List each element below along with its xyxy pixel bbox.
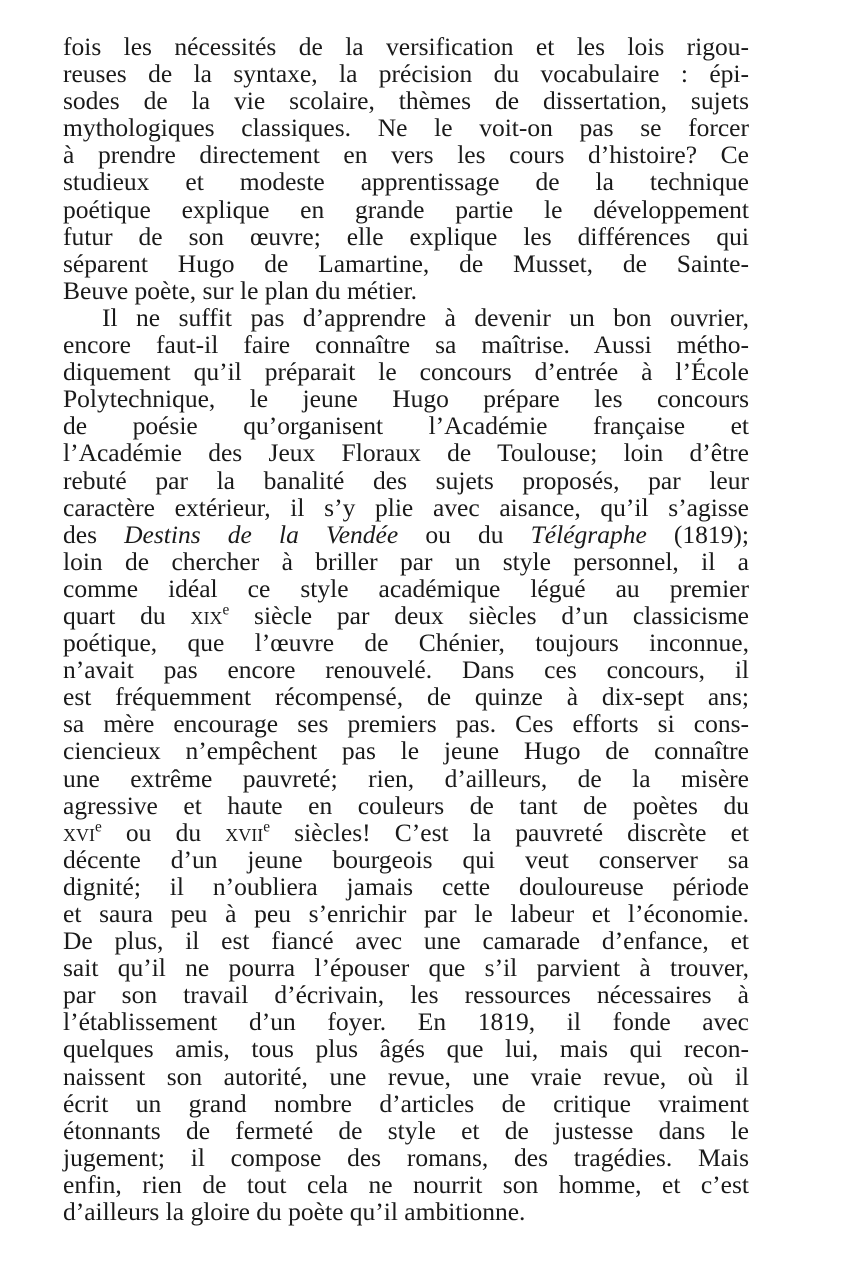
text-line: à prendre directement en vers les cours d’histoire? Ce	[63, 140, 749, 170]
text-line: sodes de la vie scolaire, thèmes de dissertation, sujets	[63, 86, 749, 116]
text-line: d’ailleurs la gloire du poète qu’il ambitionne.	[63, 1197, 526, 1227]
text-line: par son travail d’écrivain, les ressources nécessaires à	[63, 980, 749, 1010]
roman-numeral: xix	[190, 600, 223, 630]
text-line: rebuté par la banalité des sujets proposés, par leur	[63, 465, 749, 495]
text-run: ou du	[101, 817, 226, 847]
text-line: De plus, il est fiancé avec une camarade d’enfance, et	[63, 926, 749, 956]
italic-title: Télégraphe	[530, 519, 647, 549]
text-line: et saura peu à peu s’enrichir par le labeur et l’économie.	[63, 899, 749, 928]
text-line: mythologiques classiques. Ne le voit-on pas se forcer	[63, 113, 749, 143]
superscript: e	[222, 601, 230, 619]
text-run: ou du	[398, 519, 531, 549]
text-line: studieux et modeste apprentissage de la technique	[63, 167, 749, 197]
text-line	[63, 819, 749, 846]
text-line: Il ne suffit pas d’apprendre à devenir un bon ouvrier,	[102, 302, 749, 332]
text-line: Polytechnique, le jeune Hugo prépare les concours	[63, 384, 749, 414]
text-run: (1819);	[646, 519, 749, 549]
text-run: quart du	[63, 600, 191, 630]
text-line: Beuve poète, sur le plan du métier.	[63, 275, 418, 305]
text-line: loin de chercher à briller par un style personnel, il a	[63, 546, 749, 576]
text-line: l’établissement d’un foyer. En 1819, il fonde avec	[63, 1007, 749, 1037]
text-line: naissent son autorité, une revue, une vraie revue, où il	[63, 1061, 749, 1091]
text-line: l’Académie des Jeux Floraux de Toulouse; loin d’être	[63, 438, 749, 468]
text-line: caractère extérieur, il s’y plie avec aisance, qu’il s’agisse	[63, 492, 749, 522]
paragraph	[63, 33, 749, 304]
italic-title: Destins de la Vendée	[124, 519, 399, 549]
text-line: écrit un grand nombre d’articles de critique vraiment	[63, 1088, 749, 1118]
text-line: futur de son œuvre; elle explique les différences qui	[63, 221, 749, 251]
superscript: e	[263, 818, 271, 836]
text-run: siècle par deux siècles d’un classicisme	[229, 600, 749, 630]
text-line: fois les nécessités de la versification et les lois rigou-	[63, 32, 749, 61]
text-line: décente d’un jeune bourgeois qui veut conserver sa	[63, 844, 749, 874]
text-line: reuses de la syntaxe, la précision du vocabulaire : épi-	[63, 59, 749, 89]
text-line: quelques amis, tous plus âgés que lui, mais qui recon-	[63, 1034, 749, 1064]
text-line: est fréquemment récompensé, de quinze à dix-sept ans;	[63, 682, 749, 712]
text-line: enfin, rien de tout cela ne nourrit son homme, et c’est	[63, 1169, 749, 1199]
text-line: une extrême pauvreté; rien, d’ailleurs, de la misère	[63, 763, 749, 793]
text-line: sa mère encourage ses premiers pas. Ces efforts si cons-	[63, 709, 749, 739]
text-line: sait qu’il ne pourra l’épouser que s’il parvient à trouver,	[63, 953, 749, 983]
document-page	[63, 33, 749, 1225]
text-line: n’avait pas encore renouvelé. Dans ces concours, il	[63, 655, 749, 685]
text-line	[63, 602, 749, 629]
text-line	[63, 521, 749, 548]
roman-numeral: xvii	[225, 817, 264, 847]
text-line: jugement; il compose des romans, des tragédies. Mais	[63, 1142, 749, 1172]
text-run: siècles! C’est la pauvreté discrète et	[270, 817, 750, 847]
text-line: dignité; il n’oubliera jamais cette douloureuse période	[63, 871, 749, 901]
text-line: agressive et haute en couleurs de tant de poètes du	[63, 790, 749, 820]
text-line: séparent Hugo de Lamartine, de Musset, de Sainte-	[63, 248, 749, 278]
paragraph	[63, 304, 749, 1225]
text-line: poétique explique en grande partie le développement	[63, 194, 749, 224]
text-line: encore faut-il faire connaître sa maîtrise. Aussi métho-	[63, 330, 749, 360]
text-line: étonnants de fermeté de style et de justesse dans le	[63, 1115, 749, 1145]
text-line: diquement qu’il préparait le concours d’entrée à l’École	[63, 357, 749, 387]
text-line: comme idéal ce style académique légué au premier	[63, 573, 749, 603]
text-line: ciencieux n’empêchent pas le jeune Hugo de connaître	[63, 736, 749, 766]
text-line: poétique, que l’œuvre de Chénier, toujours inconnue,	[63, 628, 749, 658]
text-run: des	[63, 519, 125, 549]
superscript: e	[95, 818, 102, 836]
roman-numeral: xvi	[63, 817, 95, 847]
text-line: de poésie qu’organisent l’Académie française et	[63, 411, 749, 441]
